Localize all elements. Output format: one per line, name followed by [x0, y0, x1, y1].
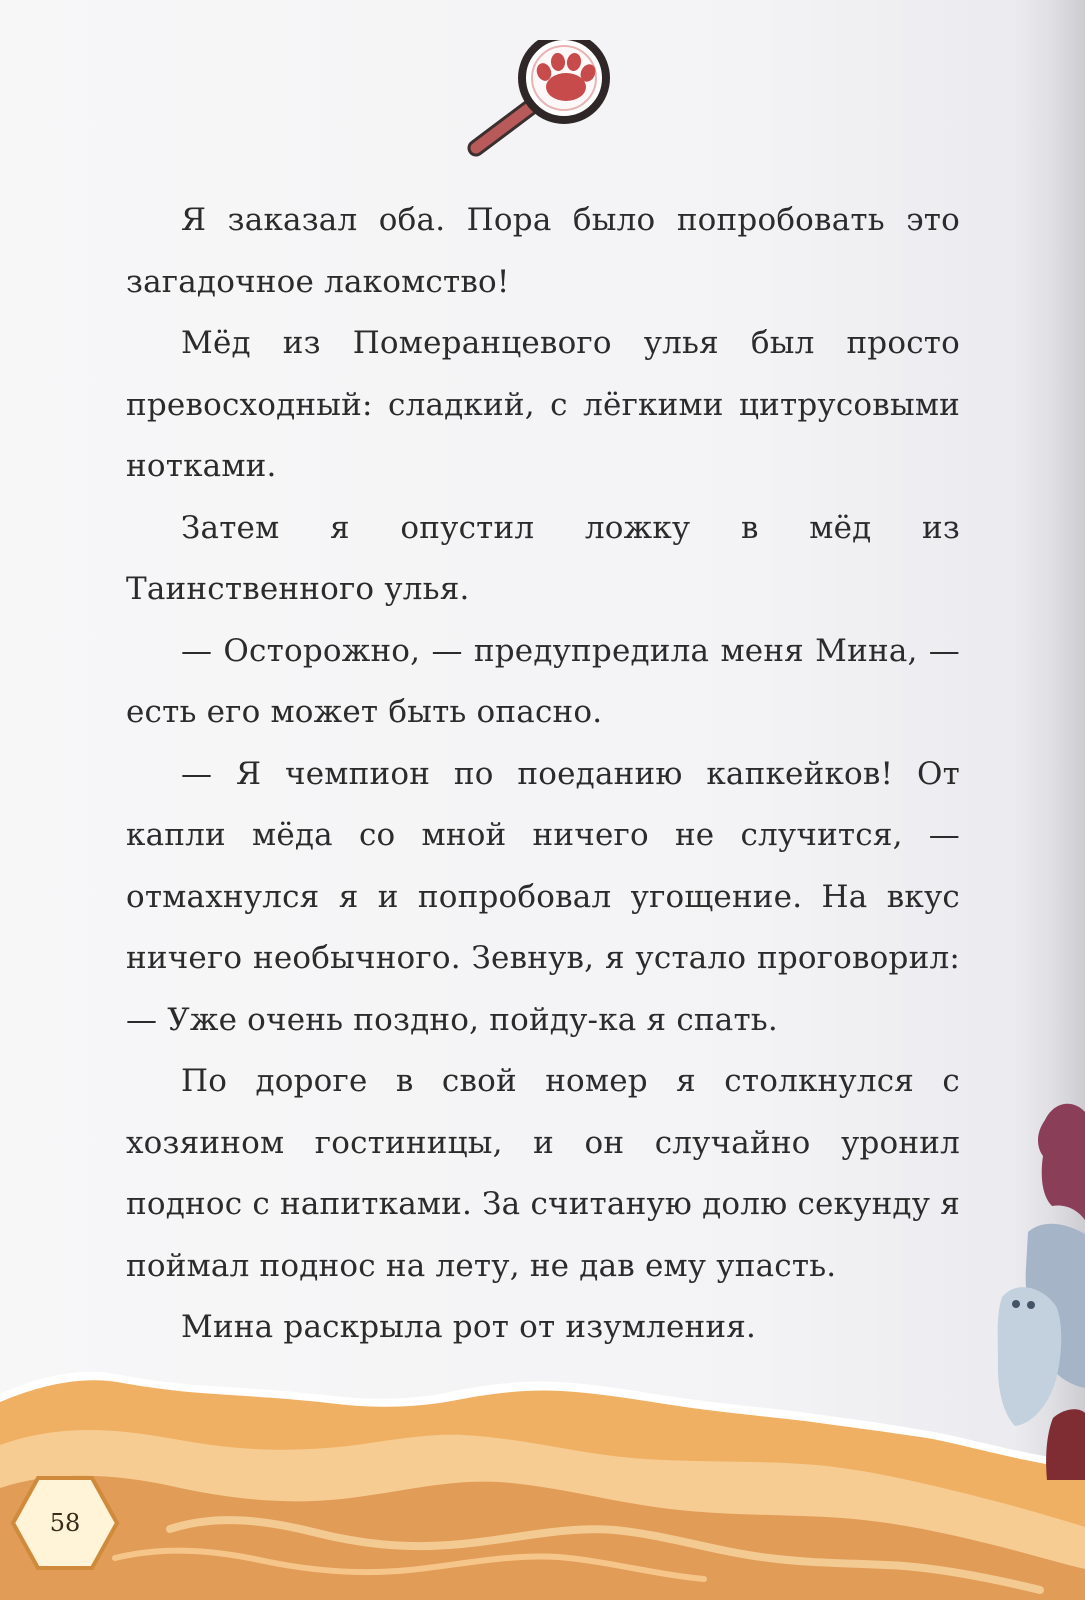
magnifier-paw-icon: [462, 40, 632, 170]
paragraph-3: Затем я опустил ложку в мёд из Таинственного улья.: [126, 509, 960, 607]
paragraph-1: Я заказал оба. Пора было попробовать это загадочное лакомство!: [126, 202, 960, 300]
page-text: [126, 190, 960, 1359]
footer-wave-art: [0, 1300, 1085, 1600]
paragraph-7: Мина раскрыла рот от изумления.: [181, 1309, 757, 1345]
page-number-badge: [10, 1475, 120, 1571]
paragraph-6: По дороге в свой номер я столкнулся с хозяином гостиницы, и он случайно уронил поднос с напитками. За считаную долю секунду я поймал поднос на лету, не дав ему упасть.: [126, 1063, 960, 1284]
edge-character-illustration: [990, 1080, 1085, 1480]
paragraph-4: — Осторожно, — предупредила меня Мина, — есть его может быть опасно.: [126, 632, 960, 730]
paragraph-2: Мёд из Померанцевого улья был просто превосходный: сладкий, с лёгкими цитрусовыми нотками.: [126, 325, 960, 484]
paragraph-5: — Я чемпион по поеданию капкейков! От капли мёда со мной ничего не случится, — отмахнулся я и попробовал угощение. На вкус ничего необычного. Зевнув, я устало проговорил: — Уже очень поздно, пойду-ка я спать.: [126, 755, 960, 1038]
page-number: 58: [49, 1509, 81, 1537]
